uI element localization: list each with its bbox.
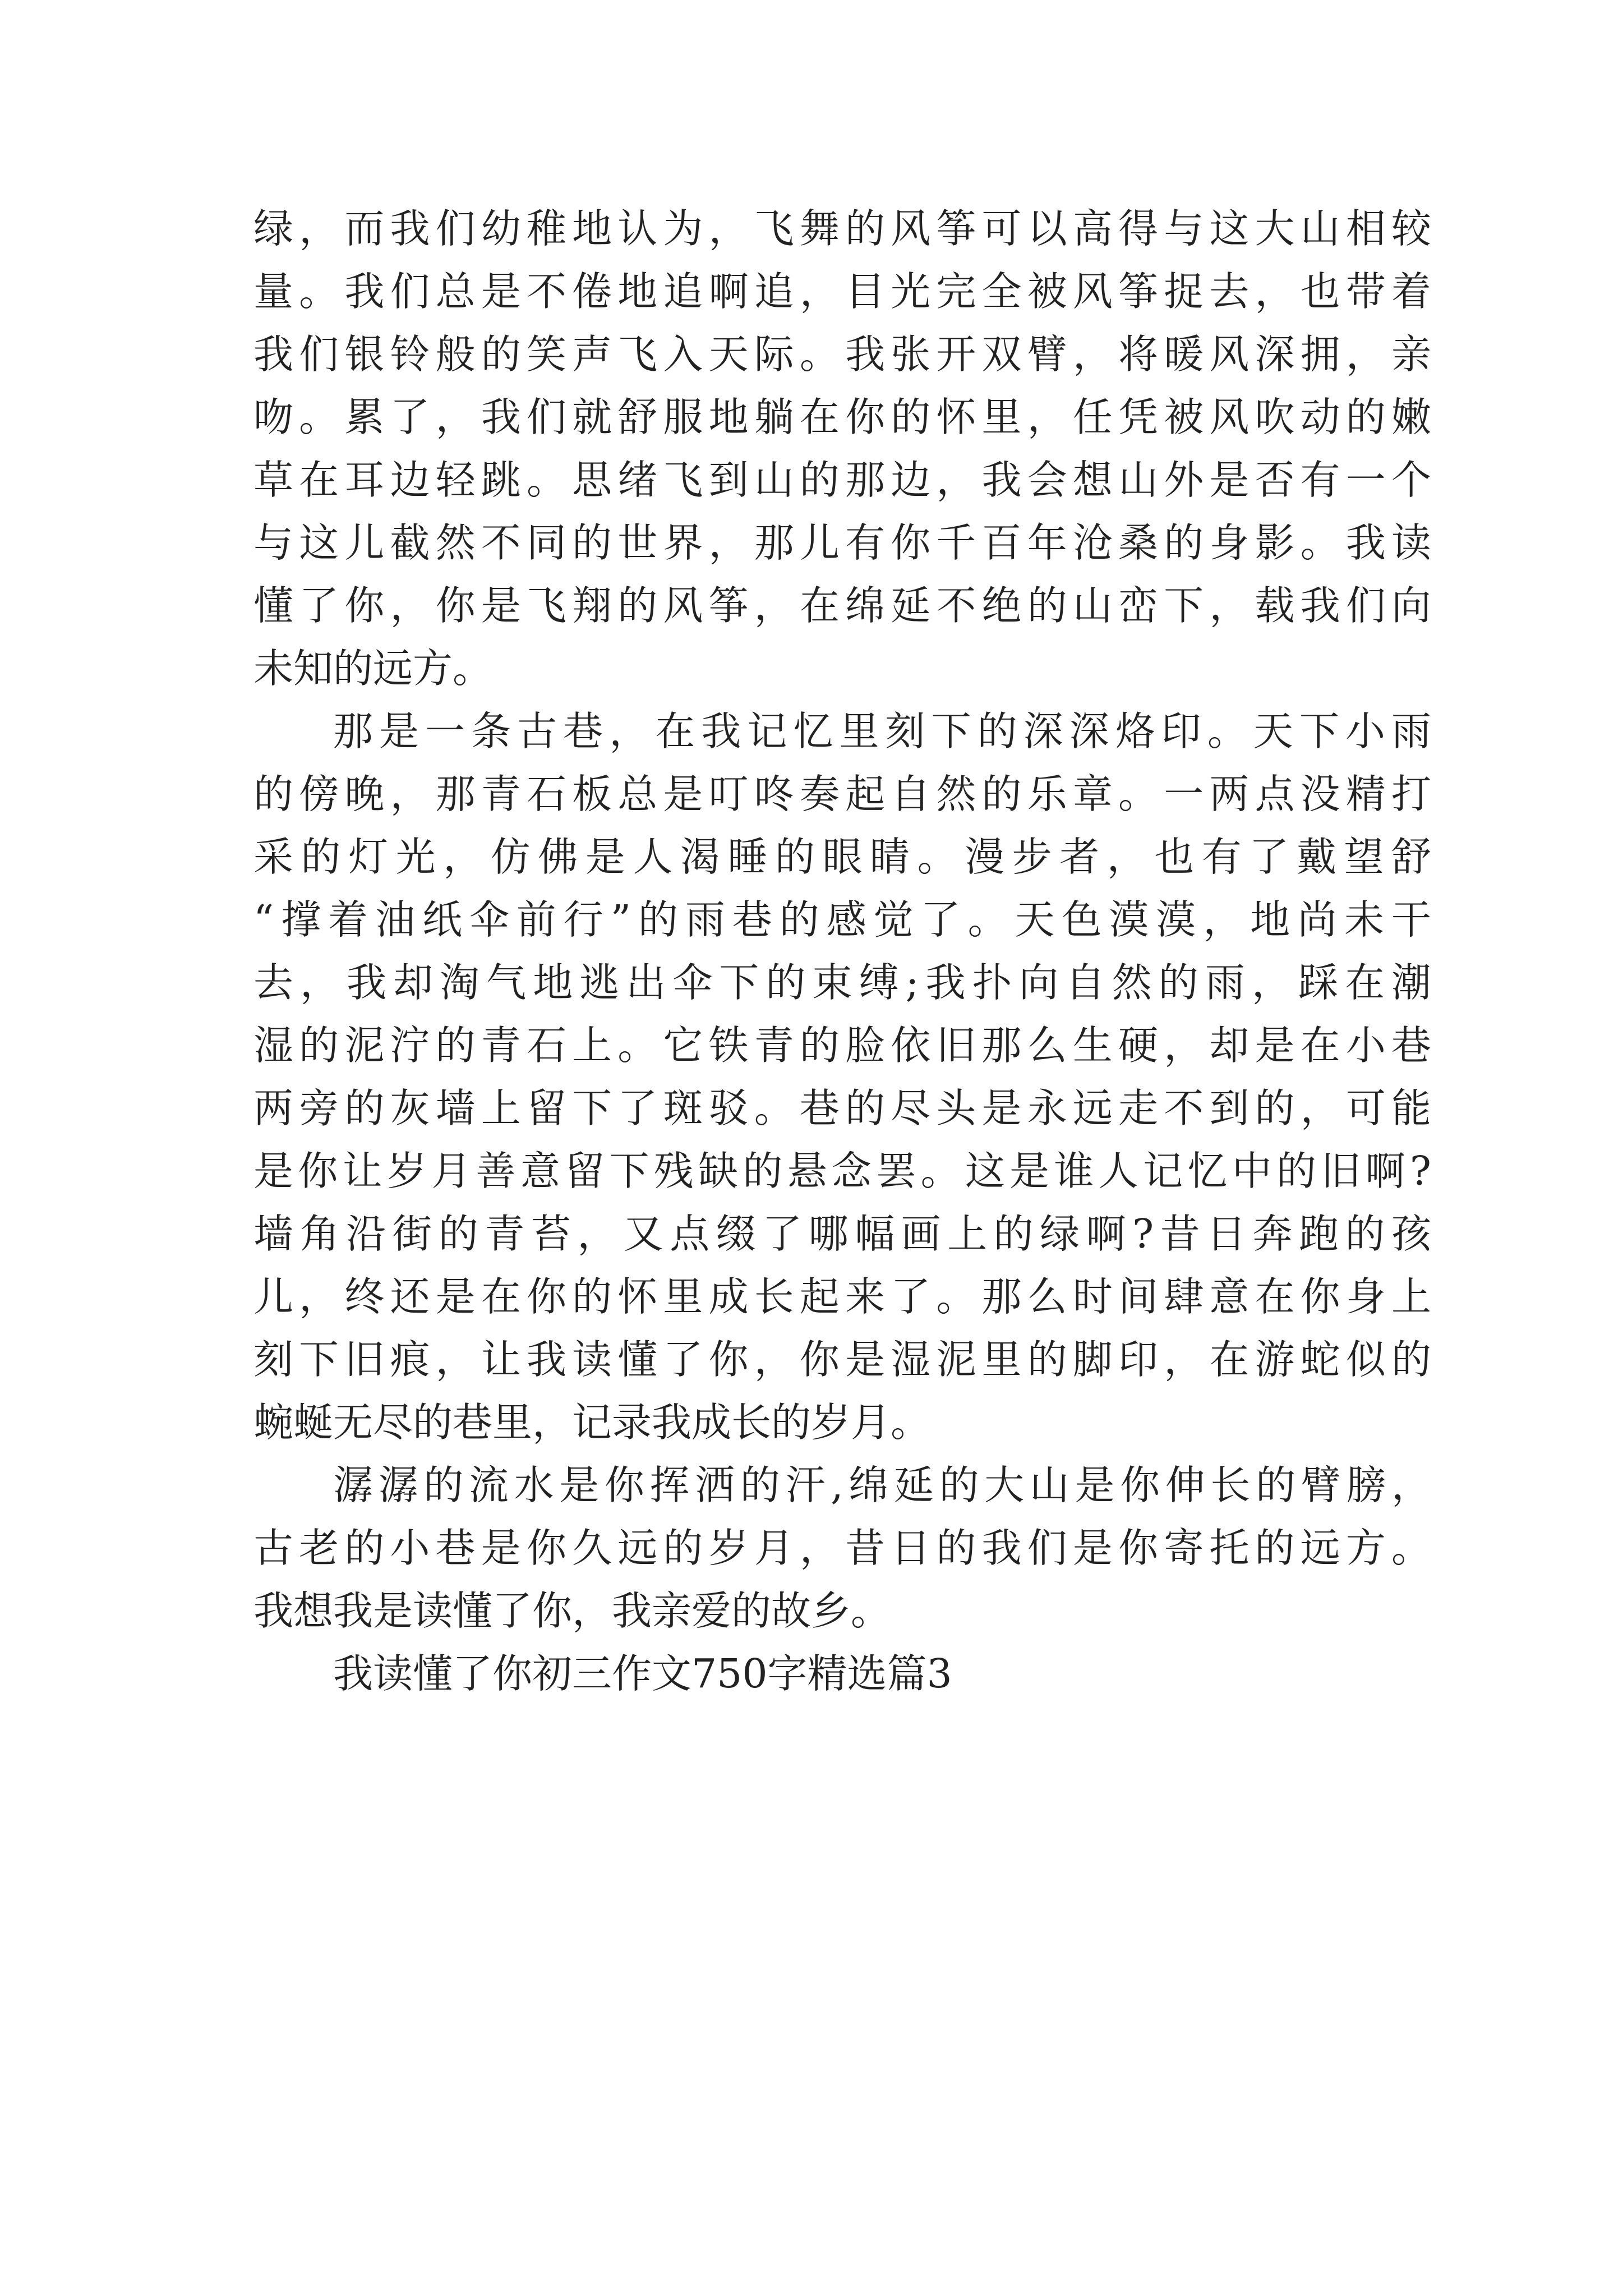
text-line: 古老的小巷是你久远的岁月，昔日的我们是你寄托的远方。 bbox=[253, 1525, 1431, 1571]
text-line: “撑着油纸伞前行”的雨巷的感觉了。天色漠漠，地尚未干 bbox=[253, 896, 1431, 943]
text-line: 懂了你，你是飞翔的风筝，在绵延不绝的山峦下，载我们向 bbox=[253, 582, 1431, 629]
text-line: 采的灯光，仿佛是人渴睡的眼睛。漫步者，也有了戴望舒 bbox=[253, 834, 1431, 880]
text-line: 两旁的灰墙上留下了斑驳。巷的尽头是永远走不到的，可能 bbox=[253, 1085, 1431, 1131]
text-line: 与这儿截然不同的世界，那儿有你千百年沧桑的身影。我读 bbox=[253, 519, 1431, 566]
paragraph bbox=[253, 197, 1431, 700]
text-line: 草在耳边轻跳。思绪飞到山的那边，我会想山外是否有一个 bbox=[253, 457, 1431, 503]
text-line: 吻。累了，我们就舒服地躺在你的怀里，任凭被风吹动的嫩 bbox=[253, 394, 1431, 440]
text-line: 蜿蜒无尽的巷里，记录我成长的岁月。 bbox=[253, 1399, 931, 1446]
text-line: 量。我们总是不倦地追啊追，目光完全被风筝捉去，也带着 bbox=[253, 268, 1431, 315]
text-line: 刻下旧痕，让我读懂了你，你是湿泥里的脚印，在游蛇似的 bbox=[253, 1336, 1431, 1383]
text-line: 儿，终还是在你的怀里成长起来了。那么时间肆意在你身上 bbox=[253, 1273, 1431, 1320]
section-heading bbox=[253, 1642, 1431, 1705]
paragraph bbox=[253, 1454, 1431, 1642]
text-line: 我们银铃般的笑声飞入天际。我张开双臂，将暖风深拥，亲 bbox=[253, 331, 1431, 378]
text-line: 未知的远方。 bbox=[253, 645, 493, 692]
text-line: 湿的泥泞的青石上。它铁青的脸依旧那么生硬，却是在小巷 bbox=[253, 1022, 1431, 1069]
text-line: 去，我却淘气地逃出伞下的束缚;我扑向自然的雨，踩在潮 bbox=[253, 959, 1431, 1006]
document-body bbox=[253, 197, 1431, 1705]
text-line: 是你让岁月善意留下残缺的悬念罢。这是谁人记忆中的旧啊? bbox=[253, 1148, 1431, 1194]
text-line: 绿，而我们幼稚地认为，飞舞的风筝可以高得与这大山相较 bbox=[253, 205, 1431, 252]
text-line: 墙角沿街的青苔，又点缀了哪幅画上的绿啊?昔日奔跑的孩 bbox=[253, 1211, 1431, 1257]
paragraph bbox=[253, 700, 1431, 1454]
text-line: 潺潺的流水是你挥洒的汗,绵延的大山是你伸长的臂膀， bbox=[333, 1462, 1431, 1508]
text-line: 那是一条古巷，在我记忆里刻下的深深烙印。天下小雨 bbox=[333, 708, 1431, 754]
text-line: 的傍晚，那青石板总是叮咚奏起自然的乐章。一两点没精打 bbox=[253, 771, 1431, 817]
text-line: 我想我是读懂了你，我亲爱的故乡。 bbox=[253, 1588, 891, 1634]
heading-line: 我读懂了你初三作文750字精选篇3 bbox=[333, 1650, 952, 1697]
